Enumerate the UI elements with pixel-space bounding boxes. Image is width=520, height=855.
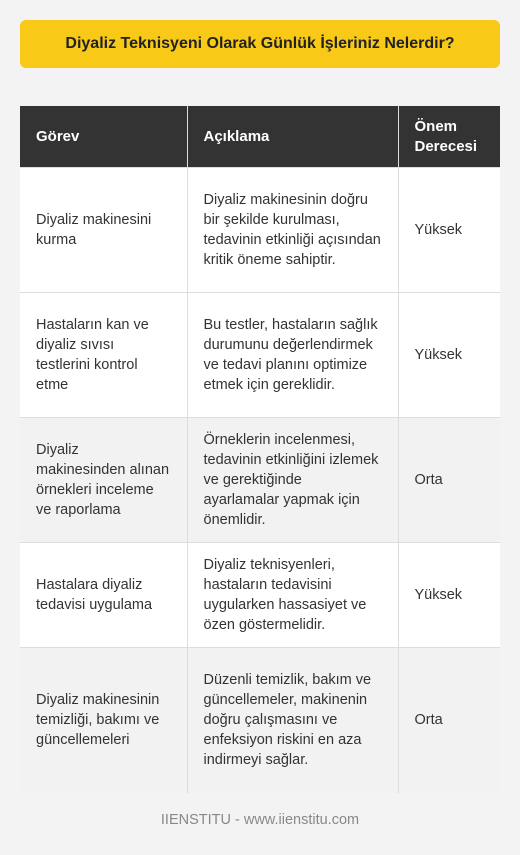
importance-cell: Yüksek: [398, 293, 500, 418]
table-header-row: [20, 106, 500, 168]
description-cell: Diyaliz teknisyenleri, hastaların tedavisini uygularken hassasiyet ve özen göstermelidir.: [187, 543, 398, 648]
importance-cell: Yüksek: [398, 168, 500, 293]
task-cell: Diyaliz makinesini kurma: [20, 168, 187, 293]
table-row: [20, 648, 500, 793]
footer-credit: IIENSTITU - www.iienstitu.com: [160, 812, 360, 828]
importance-cell: Orta: [398, 648, 500, 793]
header-task: Görev: [20, 106, 187, 168]
table-row: [20, 168, 500, 293]
task-cell: Diyaliz makinesinden alınan örnekleri inceleme ve raporlama: [20, 418, 187, 543]
header-importance: Önem Derecesi: [398, 106, 500, 168]
task-cell: Hastaların kan ve diyaliz sıvısı testlerini kontrol etme: [20, 293, 187, 418]
tasks-table-container: [20, 106, 500, 793]
importance-cell: Yüksek: [398, 543, 500, 648]
importance-cell: Orta: [398, 418, 500, 543]
description-cell: Bu testler, hastaların sağlık durumunu değerlendirmek ve tedavi planını optimize etmek için gereklidir.: [187, 293, 398, 418]
tasks-table: [20, 106, 500, 793]
table-row: [20, 293, 500, 418]
page-title: Diyaliz Teknisyeni Olarak Günlük İşleriniz Nelerdir?: [65, 35, 455, 52]
header-description: Açıklama: [187, 106, 398, 168]
task-cell: Diyaliz makinesinin temizliği, bakımı ve güncellemeleri: [20, 648, 187, 793]
table-row: [20, 418, 500, 543]
task-cell: Hastalara diyaliz tedavisi uygulama: [20, 543, 187, 648]
description-cell: Düzenli temizlik, bakım ve güncellemeler, makinenin doğru çalışmasını ve enfeksiyon riskini en aza indirmeyi sağlar.: [187, 648, 398, 793]
table-row: [20, 543, 500, 648]
title-banner: [20, 20, 500, 68]
description-cell: Örneklerin incelenmesi, tedavinin etkinliğini izlemek ve gerektiğinde ayarlamalar yapmak için önemlidir.: [187, 418, 398, 543]
description-cell: Diyaliz makinesinin doğru bir şekilde kurulması, tedavinin etkinliği açısından kritik öneme sahiptir.: [187, 168, 398, 293]
